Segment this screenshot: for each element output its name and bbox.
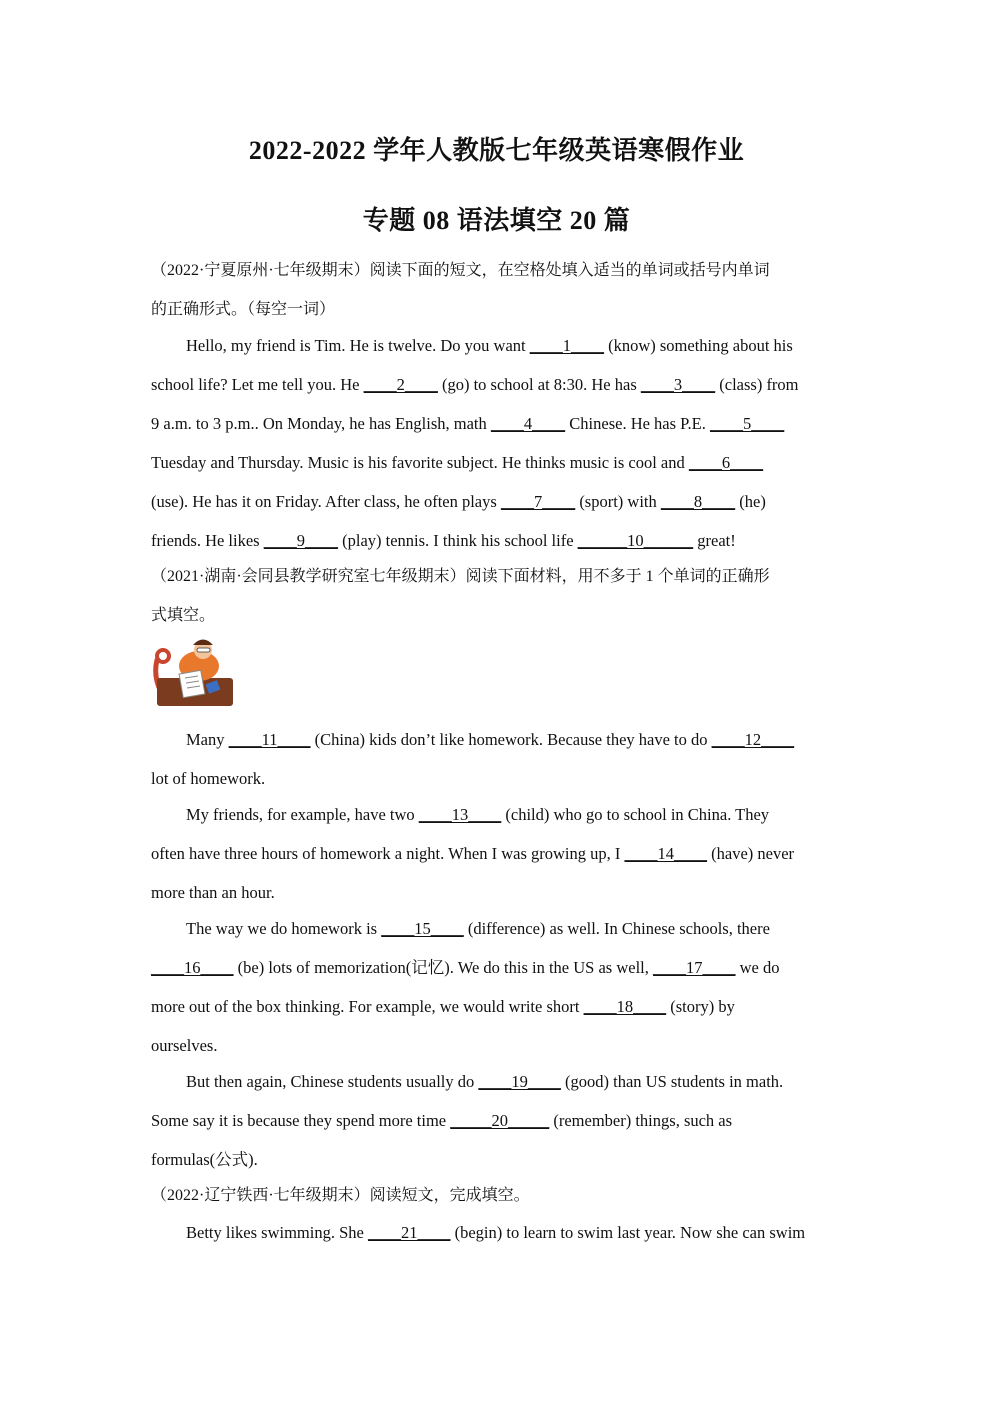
blank-16[interactable]: ____16____ xyxy=(151,958,234,977)
passage2-line xyxy=(186,729,886,751)
text: Hello, my friend is Tim. He is twelve. Do you want xyxy=(186,336,530,355)
passage1-line xyxy=(151,491,851,513)
passage2-line xyxy=(186,804,886,826)
text: (play) tennis. I think his school life xyxy=(337,531,578,550)
student-homework-illustration-icon xyxy=(151,636,235,708)
text: Tuesday and Thursday. Music is his favorite subject. He thinks music is cool and xyxy=(151,453,689,472)
passage2-line: formulas(公式). xyxy=(151,1150,258,1169)
section1-source: （2022·宁夏原州·七年级期末）阅读下面的短文，在空格处填入适当的单词或括号内单词 xyxy=(151,262,770,279)
passage1-line xyxy=(151,452,851,474)
document-title: 2022-2022 学年人教版七年级英语寒假作业 xyxy=(248,136,745,165)
section2-source-cont: 式填空。 xyxy=(151,607,216,624)
text: more out of the box thinking. For example, we would write short xyxy=(151,997,584,1016)
text: (class) from xyxy=(715,375,799,394)
blank-18[interactable]: ____18____ xyxy=(583,997,667,1016)
passage2-line xyxy=(151,1110,851,1132)
text: But then again, Chinese students usually do xyxy=(186,1072,479,1091)
text: friends. He likes xyxy=(151,531,264,550)
text: (good) than US students in math. xyxy=(560,1072,784,1091)
text: (use). He has it on Friday. After class, he often plays xyxy=(151,492,501,511)
passage2-line xyxy=(151,843,851,865)
blank-15[interactable]: ____15____ xyxy=(381,919,464,938)
text: (sport) with xyxy=(575,492,661,511)
text: we do xyxy=(735,958,780,977)
blank-11[interactable]: ____11____ xyxy=(228,730,311,749)
blank-9[interactable]: ____9____ xyxy=(263,531,338,550)
blank-17[interactable]: ____17____ xyxy=(653,958,736,977)
text: (remember) things, such as xyxy=(549,1111,733,1130)
passage1-line xyxy=(186,335,886,357)
text: (he) xyxy=(735,492,766,511)
blank-2[interactable]: ____2____ xyxy=(363,375,438,394)
blank-21[interactable]: ____21____ xyxy=(367,1223,451,1242)
text: (begin) to learn to swim last year. Now she can swim xyxy=(450,1223,806,1242)
blank-3[interactable]: ____3____ xyxy=(640,375,716,394)
blank-13[interactable]: ____13____ xyxy=(418,805,502,824)
passage1-line xyxy=(151,530,851,552)
text: great! xyxy=(693,531,736,550)
blank-10[interactable]: ______10______ xyxy=(577,531,694,550)
text: often have three hours of homework a night. When I was growing up, I xyxy=(151,844,625,863)
text: (have) never xyxy=(707,844,795,863)
passage2-line: ourselves. xyxy=(151,1036,218,1055)
passage2-line xyxy=(186,1071,886,1093)
text: Some say it is because they spend more time xyxy=(151,1111,451,1130)
blank-8[interactable]: ____8____ xyxy=(660,492,736,511)
blank-4[interactable]: ____4____ xyxy=(490,414,566,433)
blank-12[interactable]: ____12____ xyxy=(711,730,795,749)
section2-source: （2021·湖南·会同县教学研究室七年级期末）阅读下面材料，用不多于 1 个单词的正确形 xyxy=(151,568,770,585)
text: (go) to school at 8:30. He has xyxy=(437,375,641,394)
passage2-line xyxy=(151,996,851,1018)
passage1-line xyxy=(151,374,851,396)
text: My friends, for example, have two xyxy=(186,805,419,824)
text: 9 a.m. to 3 p.m.. On Monday, he has English, math xyxy=(151,414,491,433)
text: (know) something about his xyxy=(603,336,793,355)
text: (story) by xyxy=(666,997,735,1016)
text: (China) kids don’t like homework. Because they have to do xyxy=(310,730,712,749)
blank-7[interactable]: ____7____ xyxy=(500,492,576,511)
passage3-line xyxy=(186,1222,886,1244)
blank-1[interactable]: ____1____ xyxy=(529,336,604,355)
blank-6[interactable]: ____6____ xyxy=(688,453,764,472)
passage2-line: more than an hour. xyxy=(151,883,275,902)
passage2-line: lot of homework. xyxy=(151,769,266,788)
text: Chinese. He has P.E. xyxy=(565,414,710,433)
text: The way we do homework is xyxy=(186,919,382,938)
text: (be) lots of memorization(记忆). We do this in the US as well, xyxy=(233,958,654,977)
passage2-line xyxy=(151,957,851,979)
blank-20[interactable]: _____20_____ xyxy=(450,1111,550,1130)
blank-5[interactable]: ____5____ xyxy=(709,414,785,433)
passage2-line xyxy=(186,918,886,940)
blank-14[interactable]: ____14____ xyxy=(624,844,707,863)
blank-19[interactable]: ____19____ xyxy=(478,1072,561,1091)
text: (child) who go to school in China. They xyxy=(501,805,770,824)
passage1-line xyxy=(151,413,851,435)
document-subtitle: 专题 08 语法填空 20 篇 xyxy=(362,206,631,235)
section3-source: （2022·辽宁铁西·七年级期末）阅读短文，完成填空。 xyxy=(151,1187,530,1204)
section1-source-cont: 的正确形式。（每空一词） xyxy=(151,301,336,318)
text: (difference) as well. In Chinese schools, there xyxy=(463,919,770,938)
text: Many xyxy=(186,730,229,749)
text: Betty likes swimming. She xyxy=(186,1223,368,1242)
text: school life? Let me tell you. He xyxy=(151,375,364,394)
